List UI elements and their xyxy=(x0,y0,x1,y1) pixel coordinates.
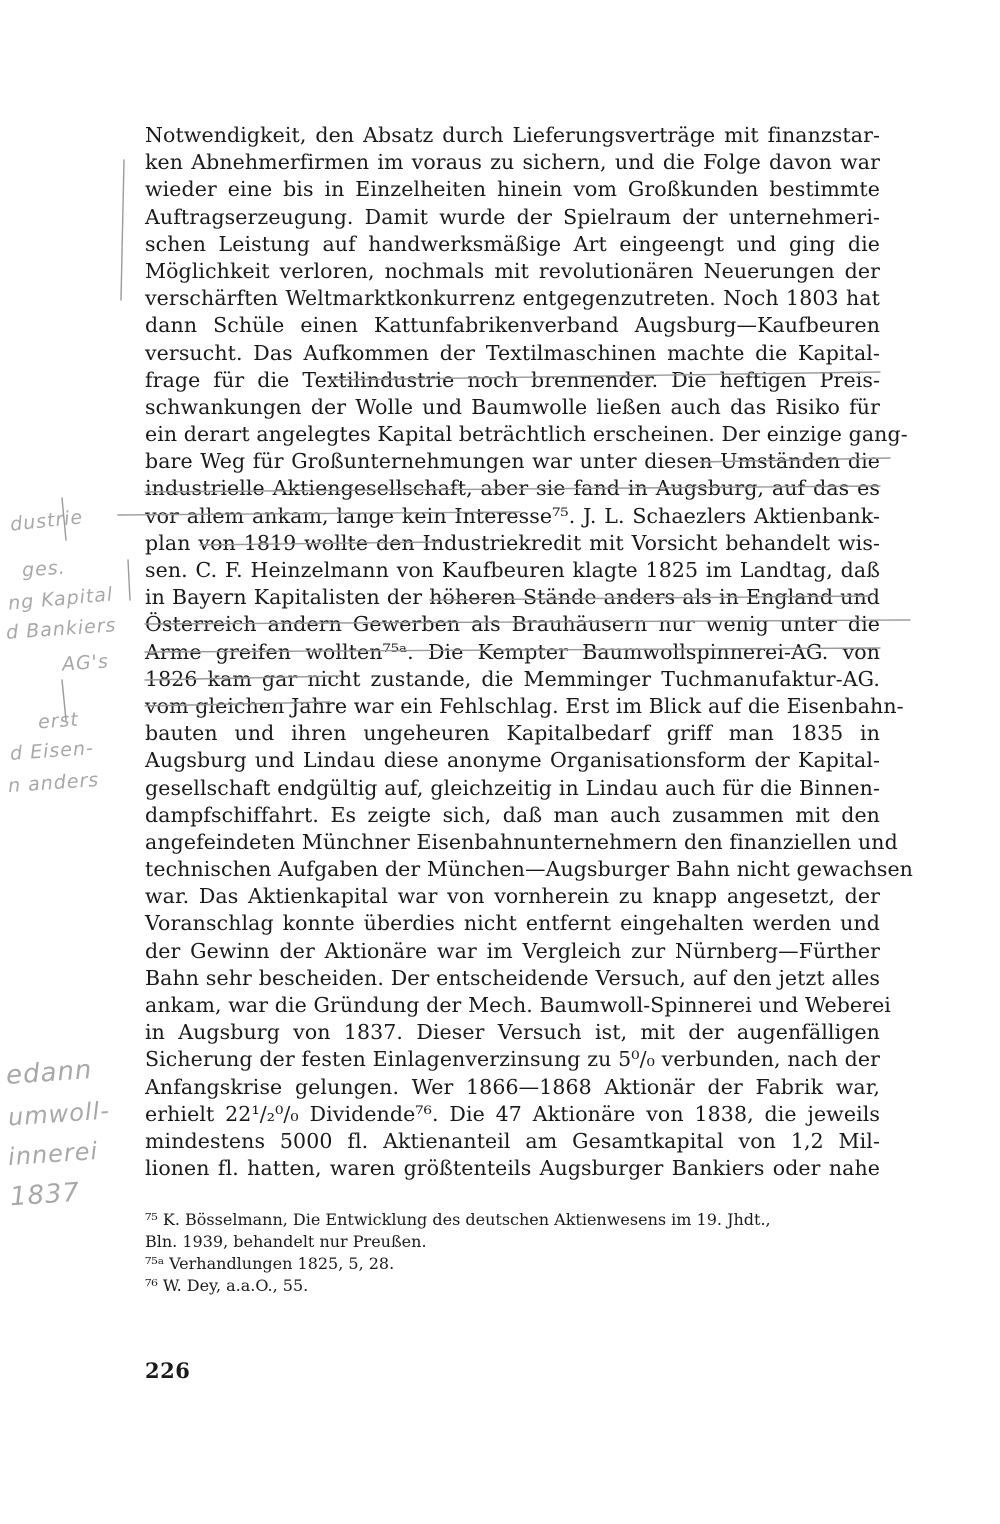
footnote-76: ⁷⁶ W. Dey, a.a.O., 55. xyxy=(145,1276,309,1295)
text-line: bauten und ihren ungeheuren Kapitalbedarf griff man 1835 in xyxy=(145,721,880,746)
text-line: ein derart angelegtes Kapital beträchtlich erscheinen. Der einzige gang- xyxy=(145,422,908,447)
text-line: technischen Aufgaben der München—Augsburger Bahn nicht gewachsen xyxy=(145,857,913,882)
text-line: wieder eine bis in Einzelheiten hinein vom Großkunden bestimmte xyxy=(145,177,880,202)
text-line: Augsburg und Lindau diese anonyme Organisationsform der Kapital- xyxy=(145,748,880,773)
margin-note: umwoll- xyxy=(7,1096,111,1132)
text-line: ankam, war die Gründung der Mech. Baumwoll-Spinnerei und Weberei xyxy=(145,993,891,1017)
footnote-75a: ⁷⁵ᵃ Verhandlungen 1825, 5, 28. xyxy=(145,1254,395,1273)
text-line: verschärften Weltmarktkonkurrenz entgegenzutreten. Noch 1803 hat xyxy=(145,286,880,311)
margin-note: innerei xyxy=(7,1136,100,1172)
page-number: 226 xyxy=(145,1358,191,1383)
text-line: Notwendigkeit, den Absatz durch Lieferungsverträge mit finanzstar- xyxy=(145,123,880,147)
text-line: schen Leistung auf handwerksmäßige Art eingeengt und ging die xyxy=(145,231,880,256)
margin-note: AG's xyxy=(61,650,110,676)
text-line: plan von 1819 wollte den Industriekredit mit Vorsicht behandelt wis- xyxy=(145,530,880,555)
margin-note: 1837 xyxy=(9,1177,82,1213)
text-line: vor allem ankam, lange kein Interesse⁷⁵. J. L. Schaezlers Aktienbank- xyxy=(145,503,880,528)
text-line: Auftragserzeugung. Damit wurde der Spielraum der unternehmeri- xyxy=(145,204,880,229)
margin-note: erst xyxy=(37,708,80,734)
text-line: industrielle Aktiengesellschaft, aber sie fand in Augsburg, auf das es xyxy=(145,476,880,501)
text-line: 1826 kam gar nicht zustande, die Memminger Tuchmanufaktur-AG. xyxy=(145,666,880,691)
text-line: der Gewinn der Aktionäre war im Vergleich zur Nürnberg—Fürther xyxy=(145,938,880,963)
text-line: versucht. Das Aufkommen der Textilmaschinen machte die Kapital- xyxy=(145,340,880,365)
margin-note: d Eisen- xyxy=(9,737,95,765)
margin-annotations xyxy=(0,0,140,1524)
margin-note: n anders xyxy=(7,768,100,798)
text-line: dampfschiffahrt. Es zeigte sich, daß man auch zusammen mit den xyxy=(145,802,880,827)
text-line: ken Abnehmerfirmen im voraus zu sichern, und die Folge davon war xyxy=(145,150,880,175)
text-line: war. Das Aktienkapital war von vornherein zu knapp angesetzt, der xyxy=(145,884,880,909)
text-line: schwankungen der Wolle und Baumwolle ließen auch das Risiko für xyxy=(145,394,880,419)
text-line: sen. C. F. Heinzelmann von Kaufbeuren klagte 1825 im Landtag, daß xyxy=(145,558,880,582)
text-line: lionen fl. hatten, waren größtenteils Augsburger Bankiers oder nahe xyxy=(145,1156,880,1181)
margin-note: ng Kapital xyxy=(7,583,115,615)
text-line: Bahn sehr bescheiden. Der entscheidende Versuch, auf den jetzt alles xyxy=(145,965,880,990)
text-line: Anfangskrise gelungen. Wer 1866—1868 Aktionär der Fabrik war, xyxy=(145,1074,880,1099)
text-line: Arme greifen wollten⁷⁵ᵃ. Die Kempter Baumwollspinnerei-AG. von xyxy=(145,639,880,664)
text-line: Österreich andern Gewerben als Brauhäusern nur wenig unter die xyxy=(145,612,880,637)
margin-note: dustrie xyxy=(9,506,85,536)
text-line: Sicherung der festen Einlagenverzinsung zu 5⁰/₀ verbunden, nach der xyxy=(145,1047,880,1072)
footnote-75: ⁷⁵ K. Bösselmann, Die Entwicklung des deutschen Aktienwesens im 19. Jhdt., xyxy=(145,1210,771,1229)
text-line: Möglichkeit verloren, nochmals mit revolutionären Neuerungen der xyxy=(145,258,880,283)
text-line: Voranschlag konnte überdies nicht entfernt eingehalten werden und xyxy=(145,911,880,936)
text-line: erhielt 22¹/₂⁰/₀ Dividende⁷⁶. Die 47 Aktionäre von 1838, die jeweils xyxy=(145,1101,880,1126)
text-line: angefeindeten Münchner Eisenbahnunternehmern den finanziellen und xyxy=(145,829,898,854)
margin-note: edann xyxy=(5,1055,94,1091)
margin-note: d Bankiers xyxy=(5,614,118,644)
text-line: bare Weg für Großunternehmungen war unter diesen Umständen die xyxy=(145,449,880,474)
text-line: in Bayern Kapitalisten der höheren Stände anders als in England und xyxy=(145,585,880,610)
footnotes xyxy=(145,1209,880,1297)
text-line: vom gleichen Jahre war ein Fehlschlag. Erst im Blick auf die Eisenbahn- xyxy=(145,693,904,718)
text-line: dann Schüle einen Kattunfabrikenverband Augsburg—Kaufbeuren xyxy=(145,313,880,338)
body-text xyxy=(145,122,913,1182)
text-line: frage für die Textilindustrie noch brennender. Die heftigen Preis- xyxy=(145,367,880,392)
margin-note: ges. xyxy=(21,556,67,582)
text-line: in Augsburg von 1837. Dieser Versuch ist, mit der augenfälligen xyxy=(145,1020,880,1045)
text-line: gesellschaft endgültig auf, gleichzeitig in Lindau auch für die Binnen- xyxy=(145,775,880,800)
footnote-75-continuation: Bln. 1939, behandelt nur Preußen. xyxy=(145,1232,427,1251)
text-line: mindestens 5000 fl. Aktienanteil am Gesamtkapital von 1,2 Mil- xyxy=(145,1128,880,1153)
